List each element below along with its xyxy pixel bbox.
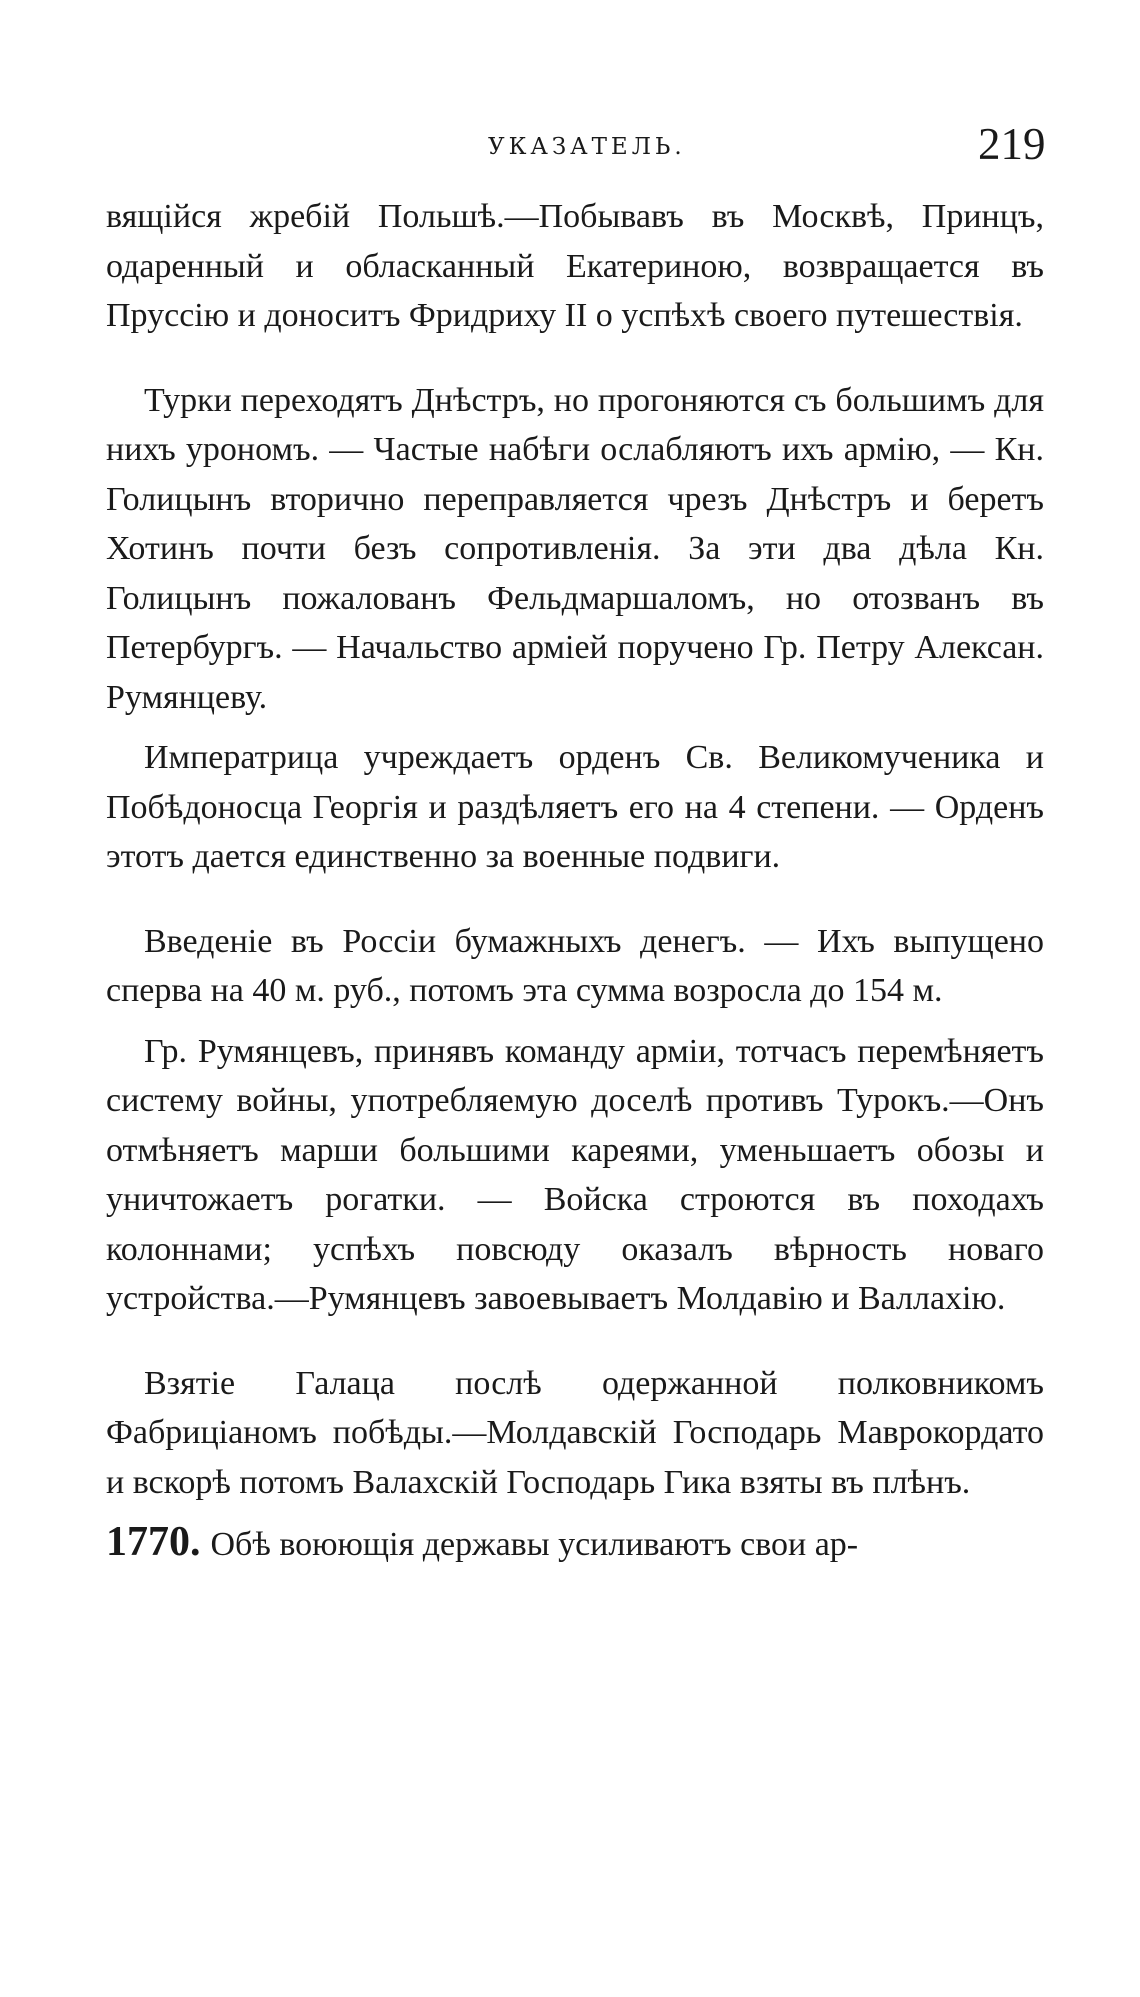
year-entry-text: Обѣ воюющія державы усиливаютъ свои ар- (210, 1526, 859, 1563)
year-label: 1770. (106, 1519, 201, 1565)
paragraph-rumyantsev-army: Гр. Румянцевъ, принявъ команду арміи, тотчасъ перемѣняетъ систему войны, употребляемую доселѣ противъ Турокъ.—Онъ отмѣняетъ марши большими кареями, уменьшаетъ обозы и уничтожаетъ рогатки. — Войска строются въ походахъ колоннами; успѣхъ повсюду оказалъ вѣрность новаго устройства.—Румянцевъ завоевываетъ Молдавію и Валлахію. (106, 1032, 1044, 1317)
paragraph-year-1770 (106, 1518, 1044, 1570)
paragraph-paper-money: Введеніе въ Россіи бумажныхъ денегъ. — Ихъ выпущено сперва на 40 м. руб., потомъ эта сумма возросла до 154 м. (106, 922, 1044, 1009)
paragraph-order-st-george: Императрица учреждаетъ орденъ Св. Великомученика и Побѣдоносца Георгія и раздѣляетъ его на 4 степени. — Орденъ этотъ дается единственно за военные подвиги. (106, 739, 1044, 875)
paragraph-turks-dniester: Турки переходятъ Днѣстръ, но прогоняются съ большимъ для нихъ урономъ. — Частые набѣги ослабляютъ ихъ армію, — Кн. Голицынъ вторично переправляется чрезъ Днѣстръ и беретъ Хотинъ почти безъ сопротивленія. За эти два дѣла Кн. Голицынъ пожалованъ Фельдмаршаломъ, но отозванъ въ Петербургъ. — Начальство арміей поручено Гр. Петру Алексан. Румянцеву. (106, 381, 1044, 716)
running-title: УКАЗАТЕЛЬ. (488, 134, 686, 160)
paragraph-galati-capture: Взятіе Галаца послѣ одержанной полковникомъ Фабриціаномъ побѣды.—Молдавскій Господарь Маврокордато и вскорѣ потомъ Валахскій Господарь Гика взяты въ плѣнъ. (106, 1364, 1044, 1501)
page-number: 219 (978, 119, 1046, 169)
text-body (106, 192, 1044, 1570)
paragraph-continuation: вящійся жребій Польшѣ.—Побывавъ въ Москвѣ, Принцъ, одаренный и обласканный Екатериною, возвращается въ Пруссію и доноситъ Фридриху II о успѣхѣ своего путешествія. (106, 198, 1044, 334)
running-header (0, 118, 1140, 178)
